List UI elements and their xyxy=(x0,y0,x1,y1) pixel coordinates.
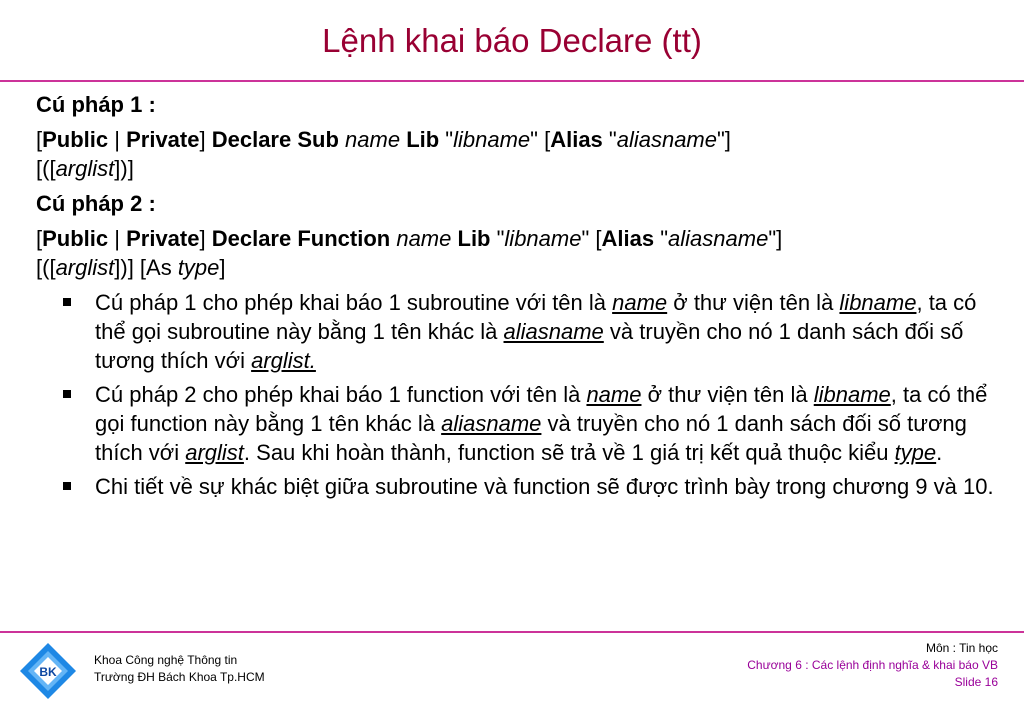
text: | xyxy=(108,226,127,251)
explanation-list xyxy=(36,288,996,501)
text: " [ xyxy=(530,127,551,152)
text: Cú pháp 2 cho phép khai báo 1 function với tên là xyxy=(95,382,587,407)
text: ở thư viện tên là xyxy=(641,382,814,407)
term-arglist: arglist xyxy=(185,440,244,465)
text: [([ xyxy=(36,255,56,280)
keyword-lib: Lib xyxy=(406,127,440,152)
text: ở thư viện tên là xyxy=(667,290,840,315)
param-name: name xyxy=(345,127,401,152)
term-aliasname: aliasname xyxy=(441,411,542,436)
keyword-alias: Alias xyxy=(550,127,603,152)
square-bullet-icon xyxy=(63,298,71,306)
text: "] xyxy=(717,127,731,152)
text: " xyxy=(654,226,669,251)
param-name: name xyxy=(396,226,452,251)
text: [ xyxy=(36,226,43,251)
slide-title: Lệnh khai báo Declare (tt) xyxy=(322,22,702,59)
text: [([ xyxy=(36,156,56,181)
text: . Sau khi hoàn thành, function sẽ trả về 1 giá trị kết quả thuộc kiểu xyxy=(243,440,895,465)
text: , ta có thể gọi subroutine này bằng 1 tên khác là xyxy=(95,290,977,344)
keyword-public: Public xyxy=(42,127,109,152)
term-name: name xyxy=(612,290,668,315)
subject-label: Môn : Tin học xyxy=(925,641,998,655)
university-logo-icon xyxy=(18,641,78,701)
syntax2-definition xyxy=(36,224,996,282)
param-arglist: arglist xyxy=(55,255,115,280)
text: " xyxy=(490,226,505,251)
square-bullet-icon xyxy=(63,390,71,398)
logo-text: BK xyxy=(39,665,57,679)
text: " xyxy=(439,127,454,152)
square-bullet-icon xyxy=(63,482,71,490)
text: " [ xyxy=(581,226,602,251)
footer-institution xyxy=(94,652,265,686)
text: ])] [As xyxy=(114,255,178,280)
title-divider xyxy=(0,80,1024,82)
list-item xyxy=(36,380,996,467)
term-aliasname: aliasname xyxy=(503,319,604,344)
faculty-name: Khoa Công nghệ Thông tin xyxy=(94,653,238,667)
university-name: Trường ĐH Bách Khoa Tp.HCM xyxy=(94,670,265,684)
syntax1-definition xyxy=(36,125,996,183)
term-arglist: arglist. xyxy=(251,348,316,373)
keyword-public: Public xyxy=(42,226,109,251)
text: ] xyxy=(219,255,226,280)
syntax1-heading: Cú pháp 1 : xyxy=(36,92,156,117)
keyword-private: Private xyxy=(126,127,200,152)
param-libname: libname xyxy=(504,226,582,251)
slide-number: Slide 16 xyxy=(954,675,998,689)
text: và truyền cho nó 1 danh sách đối số tương thích với xyxy=(95,319,964,373)
text: , ta có thể gọi function này bằng 1 tên khác là xyxy=(95,382,988,436)
text: và truyền cho nó 1 danh sách đối số tương thích với xyxy=(95,411,967,465)
syntax2-heading: Cú pháp 2 : xyxy=(36,191,156,216)
text: " xyxy=(602,127,617,152)
keyword-declare-sub: Declare Sub xyxy=(211,127,339,152)
keyword-private: Private xyxy=(126,226,200,251)
chapter-label: Chương 6 : Các lệnh định nghĩa & khai báo VB xyxy=(747,658,998,672)
term-libname: libname xyxy=(813,382,891,407)
text: Chi tiết về sự khác biệt giữa subroutine và function sẽ được trình bày trong chương 9 và 10. xyxy=(95,474,994,499)
footer-divider xyxy=(0,631,1024,633)
term-type: type xyxy=(894,440,937,465)
footer-slide-info xyxy=(747,640,998,691)
keyword-alias: Alias xyxy=(601,226,655,251)
text: ] xyxy=(199,127,212,152)
keyword-declare-function: Declare Function xyxy=(211,226,391,251)
text: [ xyxy=(36,127,43,152)
param-type: type xyxy=(177,255,220,280)
text: ])] xyxy=(114,156,134,181)
term-libname: libname xyxy=(839,290,917,315)
term-name: name xyxy=(586,382,642,407)
slide-body xyxy=(36,90,996,506)
text: Cú pháp 1 cho phép khai báo 1 subroutine với tên là xyxy=(95,290,613,315)
text: "] xyxy=(768,226,783,251)
list-item xyxy=(36,472,996,501)
param-libname: libname xyxy=(453,127,531,152)
param-arglist: arglist xyxy=(55,156,115,181)
param-aliasname: aliasname xyxy=(616,127,717,152)
text: ] xyxy=(199,226,212,251)
text: . xyxy=(936,440,943,465)
text: | xyxy=(108,127,127,152)
keyword-lib: Lib xyxy=(457,226,491,251)
list-item xyxy=(36,288,996,375)
param-aliasname: aliasname xyxy=(668,226,769,251)
